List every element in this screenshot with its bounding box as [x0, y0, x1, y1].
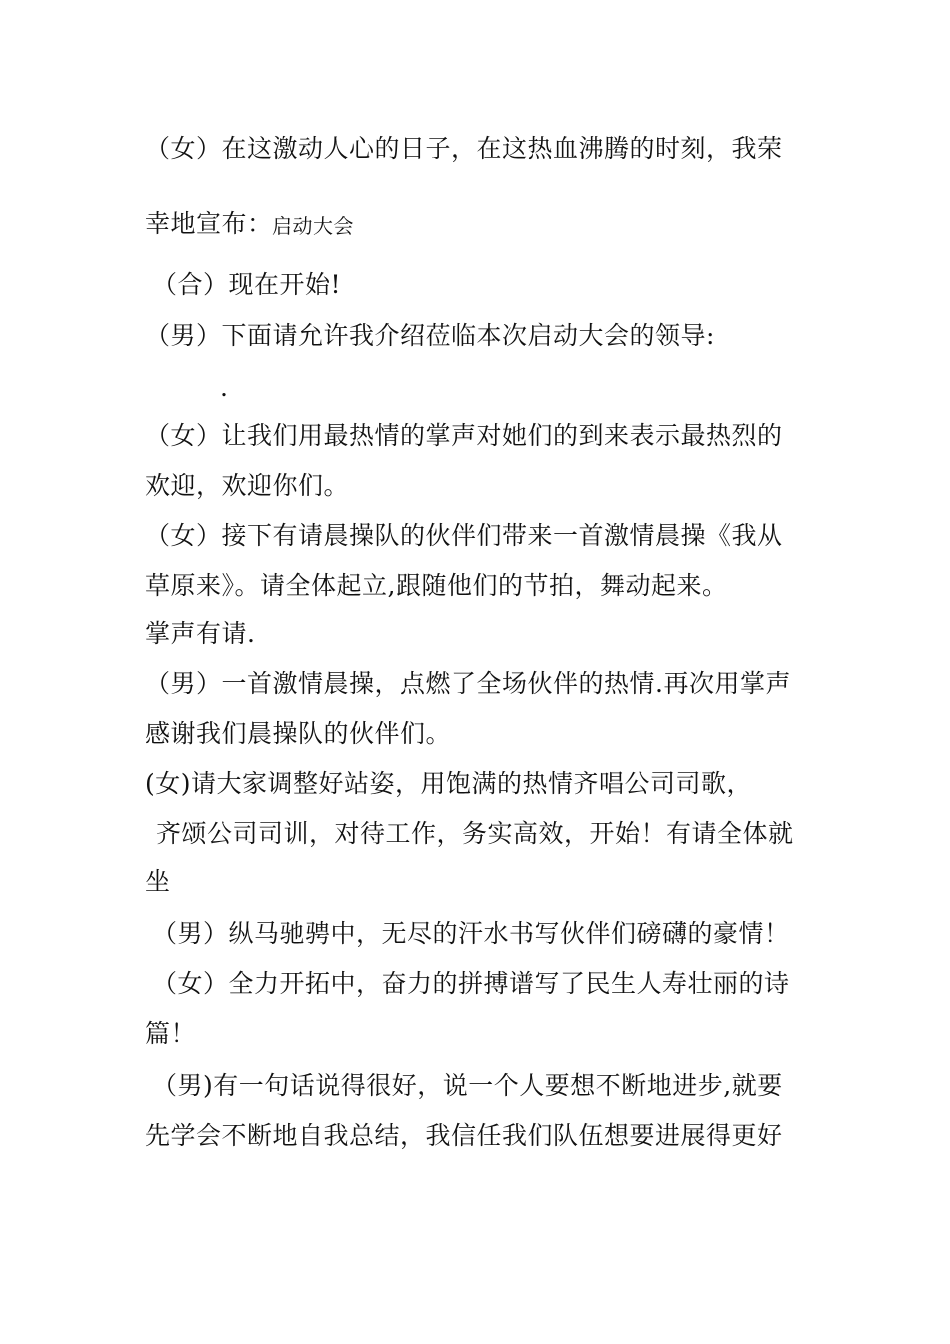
text-line: （女）全力开拓中，奋力的拼搏谱写了民生人寿壮丽的诗: [152, 969, 790, 998]
text-line: 草原来》。请全体起立,跟随他们的节拍，舞动起来。: [145, 571, 728, 600]
text-line: .: [220, 373, 229, 402]
text-line: 先学会不断地自我总结，我信任我们队伍想要进展得更好: [145, 1121, 783, 1150]
text-line: (女)请大家调整好站姿，用饱满的热情齐唱公司司歌，: [145, 769, 753, 798]
text-line: 启动大会: [272, 214, 354, 238]
text-line: 幸地宣布：: [145, 209, 273, 238]
text-line: （男）下面请允许我介绍莅临本次启动大会的领导:: [145, 321, 715, 350]
text-line: （合）现在开始!: [152, 270, 342, 299]
text-line: 篇！: [145, 1019, 197, 1048]
text-line: （男)有一句话说得很好，说一个人要想不断地进步,就要: [152, 1071, 783, 1100]
text-line: 掌声有请.: [145, 619, 256, 648]
text-line: （男）一首激情晨操，点燃了全场伙伴的热情.再次用掌声: [145, 669, 791, 698]
text-line: （女）接下有请晨操队的伙伴们带来一首激情晨操《我从: [145, 521, 783, 550]
text-line: （女）在这激动人心的日子，在这热血沸腾的时刻，我荣: [145, 134, 783, 163]
text-line: 坐: [145, 867, 171, 896]
text-line: （女）让我们用最热情的掌声对她们的到来表示最热烈的: [145, 421, 783, 450]
text-line: 齐颂公司司训，对待工作，务实高效，开始！有请全体就: [156, 819, 794, 848]
text-line: 感谢我们晨操队的伙伴们。: [145, 719, 452, 748]
text-line: 欢迎，欢迎你们。: [145, 471, 350, 500]
text-line: （男）纵马驰骋中，无尽的汗水书写伙伴们磅礴的豪情！: [152, 919, 790, 948]
